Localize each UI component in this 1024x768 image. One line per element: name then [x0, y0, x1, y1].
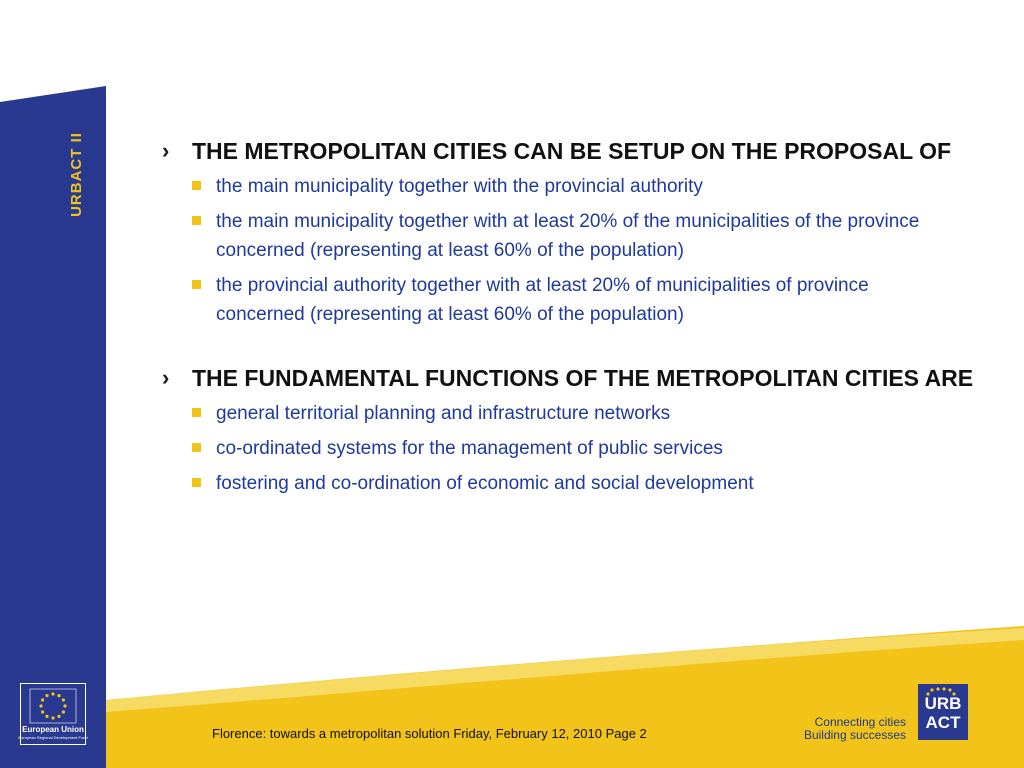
chevron-right-icon: ›: [162, 138, 170, 163]
tagline: [800, 716, 906, 742]
bullet-list: [192, 172, 978, 329]
square-bullet-icon: [192, 181, 201, 190]
list-item-text: fostering and co-ordination of economic and social development: [216, 473, 754, 494]
footer-text: Florence: towards a metropolitan solution Friday, February 12, 2010 Page 2: [212, 726, 647, 741]
list-item: [192, 399, 978, 428]
list-item: [192, 469, 978, 498]
tagline-line-1: Connecting cities: [814, 715, 906, 729]
square-bullet-icon: [192, 408, 201, 417]
section-functions: [158, 363, 978, 498]
section-heading-row: [158, 136, 978, 166]
list-item: [192, 207, 978, 265]
eu-sublabel: European Regional Development Fund: [18, 735, 88, 740]
section-heading-row: [158, 363, 978, 393]
list-item: [192, 172, 978, 201]
eu-label: European Union: [22, 725, 84, 734]
tagline-line-2: Building successes: [803, 728, 906, 742]
list-item-text: general territorial planning and infrastructure networks: [216, 403, 671, 424]
square-bullet-icon: [192, 280, 201, 289]
square-bullet-icon: [192, 478, 201, 487]
sidebar-title-text: URBACT II: [67, 131, 85, 217]
urbact-wordmark: [918, 694, 968, 732]
section-proposal: [158, 136, 978, 329]
urbact-wordmark-line-1: URB: [924, 694, 962, 713]
sidebar-title: [62, 128, 90, 220]
list-item-text: the main municipality together with at least 20% of the municipalities of the province concerned (representing at least 60% of the population): [216, 211, 920, 261]
list-item: [192, 434, 978, 463]
list-item-text: the provincial authority together with at least 20% of municipalities of province concerned (representing at least 60% of the population): [216, 275, 869, 325]
square-bullet-icon: [192, 216, 201, 225]
section-heading: THE METROPOLITAN CITIES CAN BE SETUP ON THE PROPOSAL OF: [192, 138, 952, 164]
list-item-text: the main municipality together with the provincial authority: [216, 176, 703, 197]
chevron-right-icon: ›: [162, 365, 170, 390]
bullet-list: [192, 399, 978, 498]
section-heading: THE FUNDAMENTAL FUNCTIONS OF THE METROPOLITAN CITIES ARE: [192, 365, 974, 391]
list-item-text: co-ordinated systems for the management of public services: [216, 438, 723, 459]
urbact-wordmark-line-2: ACT: [925, 713, 961, 732]
square-bullet-icon: [192, 443, 201, 452]
slide-content: [158, 136, 978, 532]
list-item: [192, 271, 978, 329]
navy-sidebar-band: [0, 86, 106, 768]
